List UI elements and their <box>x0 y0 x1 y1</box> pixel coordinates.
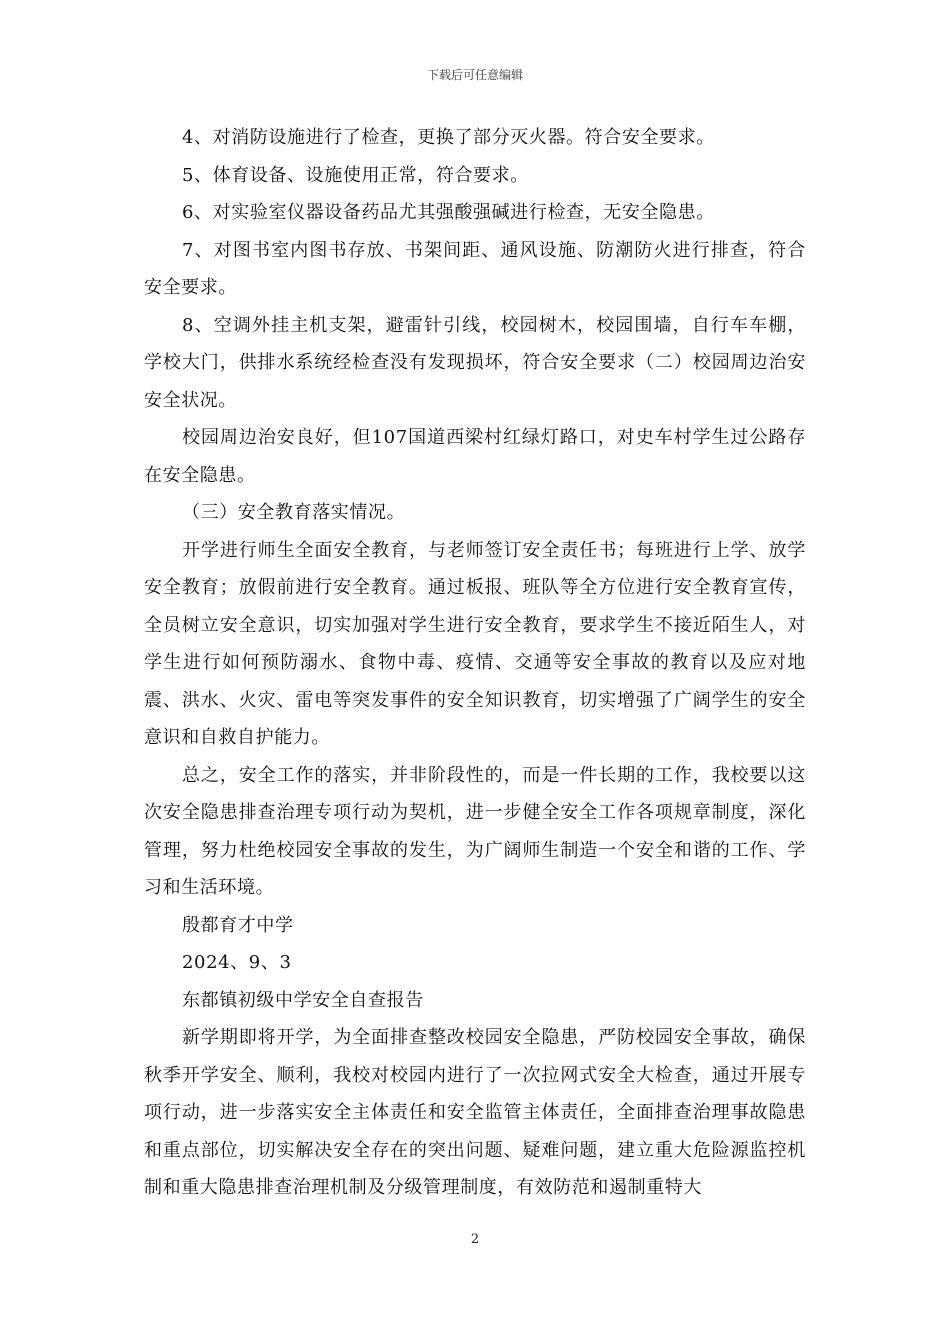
section-heading-education: （三）安全教育落实情况。 <box>182 502 406 523</box>
paragraph-conclusion: 总之，安全工作的落实，并非阶段性的，而是一件长期的工作，我校要以这次安全隐患排查治理专项行动为契机，进一步健全安全工作各项规章制度，深化管理，努力杜绝校园安全事故的发生，为广阔师生制造一个安全和谐的工作、学习和生活环境。 <box>144 764 806 898</box>
paragraph-lab-equipment: 6、对实验室仪器设备药品尤其强酸强碱进行检查，无安全隐患。 <box>182 202 715 223</box>
paragraph-report-intro: 新学期即将开学，为全面排查整改校园安全隐患，严防校园安全事故，确保秋季开学安全、顺利，我校对校园内进行了一次拉网式安全大检查，通过开展专项行动，进一步落实安全主体责任和安全监管主体责任，全面排查治理事故隐患和重点部位，切实解决安全存在的突出问题、疑难问题，建立重大危险源监控机制和重大隐患排查治理机制及分级管理制度，有效防范和遏制重特大 <box>144 1027 806 1198</box>
paragraph-surroundings-security: 校园周边治安良好，但107国道西梁村红绿灯路口，对史车村学生过公路存在安全隐患。 <box>144 427 806 486</box>
signature-date: 2024、9、3 <box>182 952 292 973</box>
paragraph-safety-education: 开学进行师生全面安全教育，与老师签订安全责任书；每班进行上学、放学安全教育；放假前进行安全教育。通过板报、班队等全方位进行安全教育宣传，全员树立安全意识，切实加强对学生进行安全教育，要求学生不接近陌生人，对学生进行如何预防溺水、食物中毒、疫情、交通等安全事故的教育以及应对地震、洪水、火灾、雷电等突发事件的安全知识教育，切实增强了广阔学生的安全意识和自救自护能力。 <box>144 539 806 748</box>
document-body <box>144 119 806 1207</box>
page-header-note: 下载后可任意编辑 <box>426 68 523 82</box>
signature-school: 殷都育才中学 <box>182 914 294 936</box>
page-number: 2 <box>470 1232 480 1247</box>
report-title: 东都镇初级中学安全自查报告 <box>182 989 424 1011</box>
paragraph-library-inspection: 7、对图书室内图书存放、书架间距、通风设施、防潮防火进行排查，符合安全要求。 <box>144 239 806 298</box>
paragraph-facility-inspection: 8、空调外挂主机支架，避雷针引线，校园树木，校园围墙，自行车车棚，学校大门，供排水系统经检查没有发现损坏，符合安全要求（二）校园周边治安安全状况。 <box>144 314 806 411</box>
paragraph-sports-equipment: 5、体育设备、设施使用正常，符合要求。 <box>182 164 529 186</box>
paragraph-fire-facilities: 4、对消防设施进行了检查，更换了部分灭火器。符合安全要求。 <box>182 127 715 148</box>
